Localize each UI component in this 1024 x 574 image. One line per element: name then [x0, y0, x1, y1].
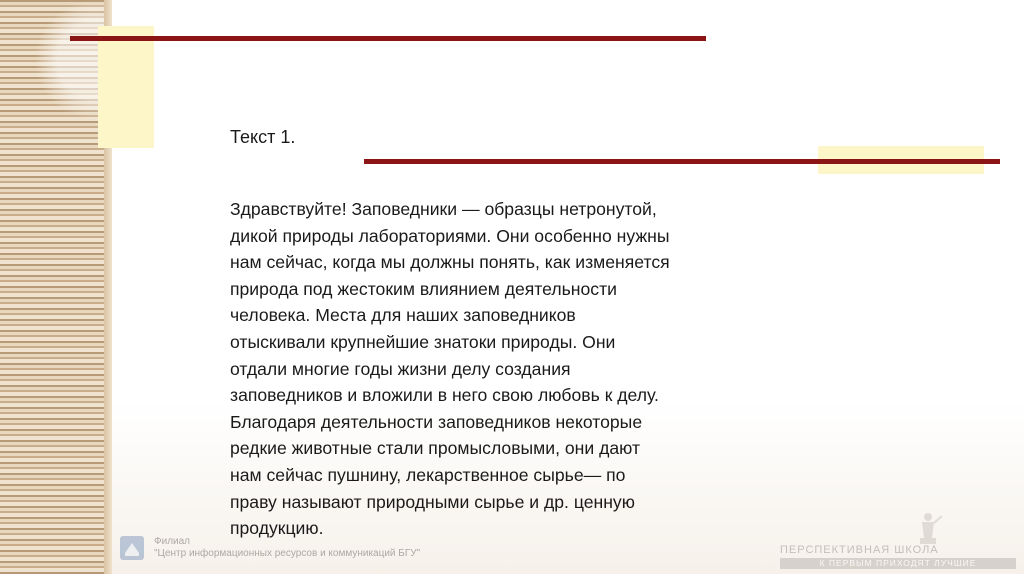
statue-icon — [908, 510, 948, 546]
highlight-block-left — [98, 26, 154, 148]
footer-school-motto: К ПЕРВЫМ ПРИХОДЯТ ЛУЧШИЕ — [780, 558, 1016, 569]
slide-body-text: Здравствуйте! Заповедники — образцы нетронутой, дикой природы лабораториями. Они особенно нужны нам сейчас, когда мы должны понять, как изменяется природа под жестоким влиянием деятельности человека. Места для наших заповедников отыскивали крупнейшие знатоки природы. Они отдали многие годы жизни делу создания заповедников и вложили в него свою любовь к делу. Благодаря деятельности заповедников некоторые редкие животные стали промысловыми, они дают нам сейчас пушнину, лекарственное сырье— по праву называют природными сырье и др. ценную продукцию. — [230, 199, 670, 539]
footer-branch-subtitle: "Центр информационных ресурсов и коммуникаций БГУ" — [154, 548, 421, 559]
footer-school-title: ПЕРСПЕКТИВНАЯ ШКОЛА — [780, 544, 939, 556]
decorative-striped-band — [0, 0, 112, 574]
footer-branch-title: Филиал — [154, 536, 191, 547]
accent-bar-middle — [364, 159, 1000, 164]
book-logo-icon — [118, 534, 146, 562]
slide-heading: Текст 1. — [230, 127, 296, 147]
footer-branch-text — [154, 536, 420, 560]
accent-bar-top — [70, 36, 706, 41]
footer-school-branding — [780, 510, 1016, 570]
footer-branch-info — [118, 528, 420, 568]
